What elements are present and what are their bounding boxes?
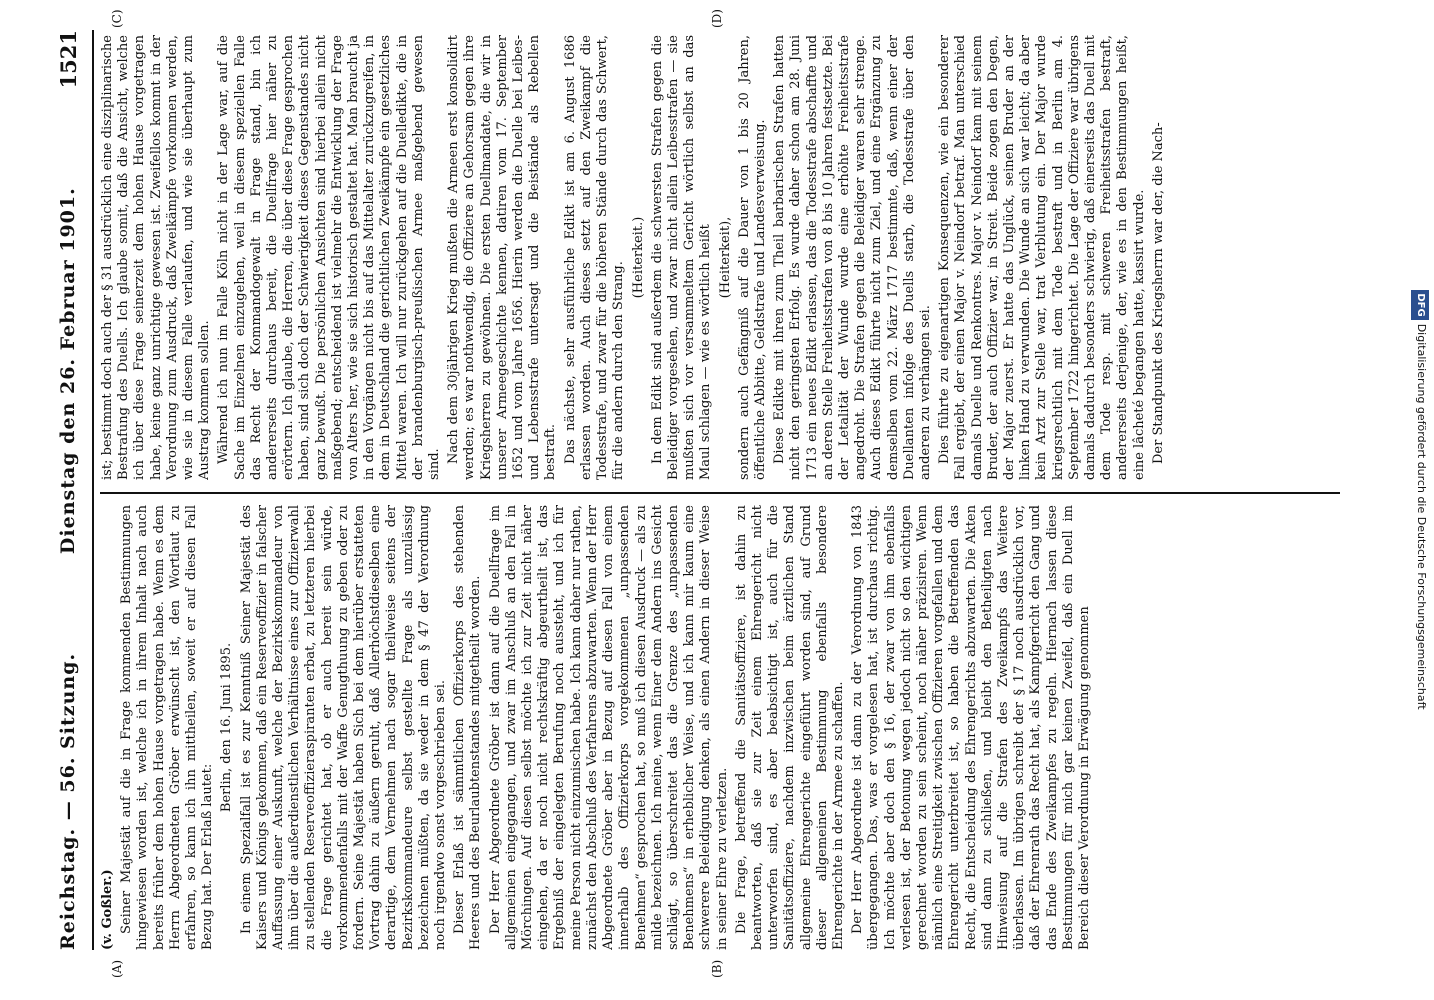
decree-dateline: Berlin, den 16. Juni 1895. [219, 642, 235, 813]
interjection: (Heiterkeit), [717, 216, 733, 299]
paragraph: sondern auch Gefängniß auf die Dauer von 1 bis 20 Jahren, öffentliche Abbitte, Geldstrafe und Landesverweisung. [736, 35, 768, 480]
paragraph: Während ich nun im Falle Köln nicht in der Lage war, auf die Sache im Einzelnen einzugehen, weil in diesem speziellen Falle das Recht der Kommandogewalt in Frage stand, bin ich andererseits durchaus bereit, die Duellfrage hier näher zu erörtern. Ich glaube, die Herren, die über diese Frage gesprochen haben, sind sich doch der Schwierigkeit dieses Gegenstandes nicht ganz bewußt. Die persönlichen Ansichten sind hierbei allein nicht maßgebend; entscheidend ist vielmehr die Entwicklung der Frage von Alters her, wie sie sich historisch gestaltet hat. Man braucht ja in den Vorgängen nicht bis auf das Mittelalter zurückzugreifen, in dem in Deutschland die gerichtlichen Zweikämpfe ein gesetzliches Mittel waren. Ich will nur zurückgehen auf die Duelledikte, die in der brandenburgisch-preußischen Armee maßgebend gewesen sind. [216, 35, 443, 480]
speaker-label: (v. Goßler.) [100, 869, 115, 950]
margin-marker-b: (B) [710, 959, 724, 978]
paragraph: Dies führte zu eigenartigen Konsequenzen, wie ein besonderer Fall ergiebt, der einen Major v. Neindorf betraf. Man unterschied damals Duelle und Renkontres. Major v. Neindorf kam mit seinem Bruder, der auch Offizier war, in Streit. Beide zogen den Degen, der Major zuerst. Er hatte das Unglück, seinen Bruder an der linken Hand zu verwunden. Die Wunde an sich war leicht; da aber kein Arzt zur Stelle war, trat Verblutung ein. Der Major wurde kriegsrechtlich mit dem Tode bestraft und in Berlin am 4. September 1722 hingerichtet. Die Lage der Offiziere war übrigens damals dadurch besonders schwierig, daß einerseits das Duell mit dem Tode resp. mit schweren Freiheitsstrafen bestraft, andererseits derjenige, der, wie es in den Bestimmungen heißt, eine lâcheté begangen hatte, kassirt wurde. [937, 35, 1147, 480]
page-header [48, 30, 88, 950]
paragraph: Dieser Erlaß ist sämmtlichen Offizierkorps des stehenden Heeres und des Beurlaubtenstandes mitgetheilt worden. [452, 505, 484, 950]
paragraph: Das nächste, sehr ausführliche Edikt ist am 6. August 1686 erlassen worden. Auch dieses setzt auf den Zweikampf die Todesstrafe, und zwar für die höheren Stände durch das Schwert, für die andern durch den Strang. [562, 35, 627, 480]
dfg-logo: DFG [1411, 290, 1429, 319]
rotated-page [20, 0, 1400, 990]
margin-marker-d: (D) [710, 9, 724, 28]
column-divider [100, 492, 1340, 494]
page-number: 1521 [55, 30, 81, 89]
paragraph: Diese Edikte mit ihren zum Theil barbarischen Strafen hatten nicht den geringsten Erfolg. Es wurde daher schon am 28. Juni 1713 ein neues Edikt erlassen, das die Todesstrafe abschaffte und an deren Stelle Freiheitsstrafen von 8 bis 10 Jahren festsetzte. Bei der Letalität der Wunde wurde eine erhöhte Freiheitsstrafe angedroht. Die Strafen gegen die Beleidiger waren sehr strenge. Auch dieses Edikt führte nicht zum Ziel, und eine Ergänzung zu demselben vom 22. März 1717 bestimmte, daß, wenn einer der Duellanten infolge des Duells starb, die Todesstrafe über den anderen zu verhängen sei. [772, 35, 933, 480]
credit-text: Digitalisierung gefördert durch die Deutsche Forschungsgemeinschaft [1415, 323, 1428, 710]
credit-text-rotated [1412, 6, 1430, 994]
paragraph: Der Herr Abgeordnete ist dann zu der Verordnung von 1843 übergegangen. Das, was er vorgelesen hat, ist durchaus richtig. Ich möchte aber doch den § 16, der zwar von ihm ebenfalls verlesen ist, der Betonung wegen jedoch nicht so den wichtigen gerechnet worden zu sein scheint, noch näher präzisiren. Wenn nämlich eine Streitigkeit zwischen Offizieren vorgefallen und dem Ehrengericht unterbreitet ist, so haben die Betreffenden das Recht, die Entscheidung des Ehrengerichts abzuwarten. Die Akten sind dann zu schließen, und bleibt den Betheiligten nach Hinweisung auf die Strafen des Zweikampfs das Weitere überlassen. Im übrigen schreibt der § 17 noch ausdrücklich vor, daß der Ehrenrath das Recht hat, als Kampfgericht den Gang und das Ende des Zweikampfes zu regeln. Hiernach lassen diese Bestimmungen für mich gar keinen Zweifel, daß ein Duell im Bereich dieser Verordnung in Erwägung genommen [850, 505, 1092, 950]
paragraph: In dem Edikt sind außerdem die schwersten Strafen gegen die Beleidiger vorgesehen, und zwar nicht allein Leibesstrafen — sie mußten sich vor versammeltem Gericht wörtlich selbst an das Maul schlagen — wie es wörtlich heißt [649, 35, 714, 480]
margin-marker-c: (C) [110, 9, 124, 28]
paragraph: Die Frage, betreffend die Sanitätsoffiziere, ist dahin zu beantworten, daß sie zur Zeit einem Ehrengericht nicht unterworfen sind, es aber beabsichtigt ist, auch für die Sanitätsoffiziere, nachdem inzwischen beim ärztlichen Stand allgemeine Ehrengerichte eingeführt worden sind, auf Grund dieser allgemeinen Bestimmung ebenfalls besondere Ehrengerichte in der Armee zu schaffen. [733, 505, 846, 950]
digitization-credit [1412, 6, 1430, 994]
header-session: Reichstag. — 56. Sitzung. [57, 652, 79, 950]
paragraph: ist; bestimmt doch auch der § 31 ausdrücklich eine disziplinarische Bestrafung des Duells. Ich glaube somit, daß die Ansicht, welche ich über diese Frage seinerzeit dem hohen Hause vorgetragen habe, keine ganz unrichtige gewesen ist. Zweifellos kommt in der Verordnung zum Ausdruck, daß Zweikämpfe vorkommen werden, wie sie in diesem Falle verlaufen, und wie sie überhaupt zum Austrag kommen sollen. [100, 35, 213, 480]
paragraph: In einem Spezialfall ist es zur Kenntniß Seiner Majestät des Kaisers und Königs gekommen, daß ein Reserveoffizier in falscher Auffassung einer Auskunft, welche der Bezirkskommandeur von ihm über die außerdienstlichen Verhältnisse eines zur Offizierwahl zu stellenden Reserveoffizieraspiranten erbat, zu letzteren hierbei die Frage gerichtet hat, ob er auch bereit sein würde, vorkommendenfalls mit der Waffe Genugthuung zu geben oder zu fordern. Seine Majestät haben Sich bei dem hierüber erstatteten Vortrag dahin zu äußern geruht, daß Allerhöchstdieselben eine derartige, dem Vernehmen nach sogar theilweise seitens der Bezirkskommandeure selbst gestellte Frage als unzulässig bezeichnen müßten, da sie weder in dem § 47 der Verordnung noch irgendwo sonst vorgeschrieben sei. [238, 505, 449, 950]
paragraph: Der Herr Abgeordnete Gröber ist dann auf die Duellfrage im allgemeinen eingegangen, und zwar im Anschluß an den Fall in Mörchingen. Auf diesen selbst möchte ich zur Zeit nicht näher eingehen, da er noch nicht rechtskräftig abgeurtheilt ist, das Ergebniß der eingelegten Berufung noch aussteht, und ich für meine Person nicht einzumischen habe. Ich kann daher nur rathen, zunächst den Abschluß des Verfahrens abzuwarten. Wenn der Herr Abgeordnete Gröber aber in Bezug auf diesen Fall von einem innerhalb des Offizierkorps vorgekommenen „unpassenden Benehmen“ gesprochen hat, so muß ich diesen Ausdruck — als zu milde bezeichnen. Ich meine, wenn Einer dem Andern ins Gesicht schlägt, so überschreitet das die Grenze des „unpassenden Benehmens“ in erheblicher Weise, und ich kann mir kaum eine schwerere Beleidigung denken, als einen Andern in dieser Weise in seiner Ehre zu verletzen. [487, 505, 730, 950]
left-column [100, 505, 1340, 950]
right-column [100, 35, 1340, 480]
interjection: (Heiterkeit.) [630, 216, 646, 299]
paragraph: Der Standpunkt des Kriegsherrn war der, die Nach- [1150, 122, 1166, 464]
header-date: Dienstag den 26. Februar 1901. [57, 187, 79, 555]
header-rule [92, 30, 94, 950]
paragraph: Nach dem 30jährigen Krieg mußten die Armeen erst konsolidirt werden; es war nothwendig, die Offiziere an Gehorsam gegen ihre Kriegsherren zu gewöhnen. Die ersten Duellmandate, die wir in unserer Armeegeschichte kennen, datiren vom 17. September 1652 und vom Jahre 1656. Hierin werden die Duelle bei Leibes- und Lebensstrafe untersagt und die Beistände als Rebellen bestraft. [446, 35, 559, 480]
paragraph: Seiner Majestät auf die in Frage kommenden Bestimmungen hingewiesen worden ist, welche ich in ihrem Inhalt nach auch bereits früher dem hohen Hause vorgetragen habe. Wenn es dem Herrn Abgeordneten Gröber erwünscht ist, den Wortlaut zu erfahren, so kann ich ihn mittheilen, soweit er auf diesen Fall Bezug hat. Der Erlaß lautet: [119, 505, 216, 950]
document-page [20, 0, 1400, 990]
margin-marker-a: (A) [110, 959, 124, 978]
